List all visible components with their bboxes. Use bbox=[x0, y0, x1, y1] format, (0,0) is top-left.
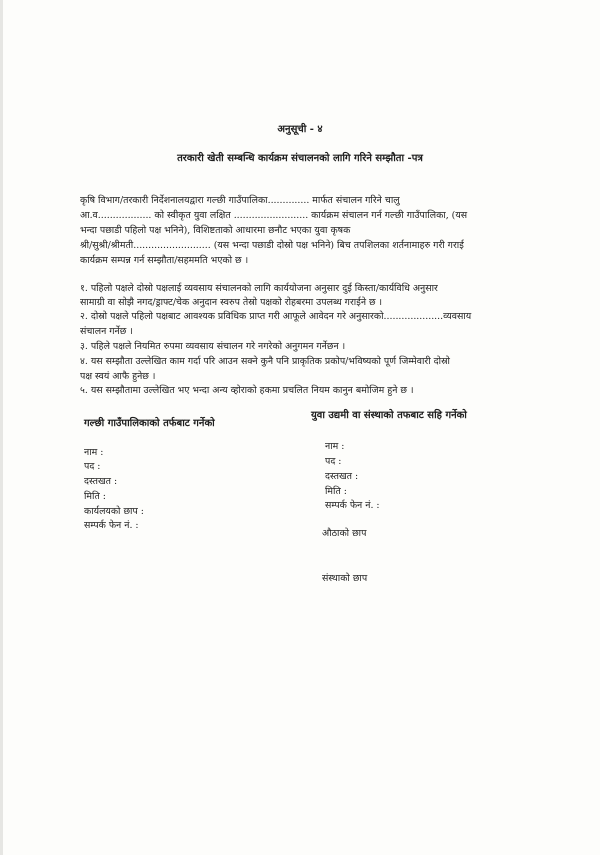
clause-4-line-2: पक्ष स्वयं आफै हुनेछ । bbox=[80, 371, 156, 382]
right-field-date: मिति : bbox=[325, 486, 347, 497]
clause-2-line-1: २. दोस्रो पक्षले पहिलो पक्षबाट आवश्यक प्रविधिक प्राप्त गरी आफूले आवेदन गरे अनुसारको....................व्यवसाय bbox=[80, 311, 472, 322]
clause-4-line-1: ४. यस सम्झौता उल्लेखित काम गर्दा परि आउन सक्ने कुनै पनि प्राकृतिक प्रकोप/भविष्यको पूर्ण जिम्मेवारी दोस्रो bbox=[80, 356, 450, 367]
clause-1-line-2: सामाग्री वा सोझै नगद/ड्राफ्ट/चेक अनुदान स्वरुप तेस्रो पक्षको रोहबरमा उपलब्ध गराईने छ । bbox=[80, 297, 383, 308]
thumbprint-label: औठाको छाप bbox=[322, 528, 367, 539]
intro-line-5: कार्यक्रम सम्पन्न गर्न सम्झौता/सहममति भएको छ । bbox=[80, 255, 249, 266]
clause-1-line-1: १. पहिलो पक्षले दोस्रो पक्षलाई व्यवसाय संचालनको लागि कार्ययोजना अनुसार दुई किस्ता/कार्यविधि अनुसार bbox=[80, 283, 438, 294]
clause-3: ३. पहिले पक्षले नियमित रुपमा व्यवसाय संचालन गरे नगरेको अनुगमन गर्नेछन । bbox=[80, 341, 346, 352]
clause-5: ५. यस सम्झौतामा उल्लेखित भए भन्दा अन्य व्होराको हकमा प्रचलित नियम कानुन बमोजिम हुने छ । bbox=[80, 385, 414, 396]
document-title: तरकारी खेती सम्बन्धि कार्यक्रम संचालनको लागि गरिने सम्झौता -पत्र bbox=[177, 153, 423, 164]
right-field-post: पद : bbox=[325, 456, 342, 467]
left-field-contact: सम्पर्क फेन नं. : bbox=[84, 520, 139, 531]
organization-stamp-label: संस्थाको छाप bbox=[322, 573, 368, 584]
intro-line-3: भन्दा पछाडी पहिलो पक्ष भनिने), विशिष्टताको आधारमा छनौट भएका युवा कृषक bbox=[80, 225, 351, 236]
clause-2-line-2: संचालन गर्नेछ । bbox=[80, 326, 133, 337]
right-field-name: नाम : bbox=[325, 441, 345, 452]
left-field-signature: दस्तखत : bbox=[84, 476, 118, 487]
left-sign-heading: गल्छी गाउँपालिकाको तर्फबाट गर्नेको bbox=[84, 418, 215, 429]
right-field-signature: दस्तखत : bbox=[325, 471, 359, 482]
right-sign-heading: युवा उद्यमी वा संस्थाको तफबाट सहि गर्नेको bbox=[311, 410, 467, 421]
left-field-post: पद : bbox=[84, 461, 101, 472]
intro-line-2: आ.व.................. को स्वीकृत युवा लक्षित ......................... कार्यक्रम संचालन गर्न गल्छी गाउँपालिका, (यस bbox=[80, 210, 468, 221]
intro-line-4: श्री/सुश्री/श्रीमती.......................... (यस भन्दा पछाडी दोस्रो पक्ष भनिने) बिच तपशिलका शर्तनामाहरु गरी गराई bbox=[80, 240, 464, 251]
left-field-date: मिति : bbox=[84, 491, 106, 502]
left-field-office-stamp: कार्यलयको छाप : bbox=[84, 506, 144, 517]
intro-line-1: कृषि विभाग/तरकारी निर्देशनालयद्वारा गल्छी गाउँपालिका.............. मार्फत संचालन गरिने चालु bbox=[80, 195, 400, 206]
right-field-contact: सम्पर्क फेन नं. : bbox=[325, 500, 380, 511]
annex-label: अनुसूची - ४ bbox=[277, 124, 323, 135]
left-field-name: नाम : bbox=[84, 447, 104, 458]
